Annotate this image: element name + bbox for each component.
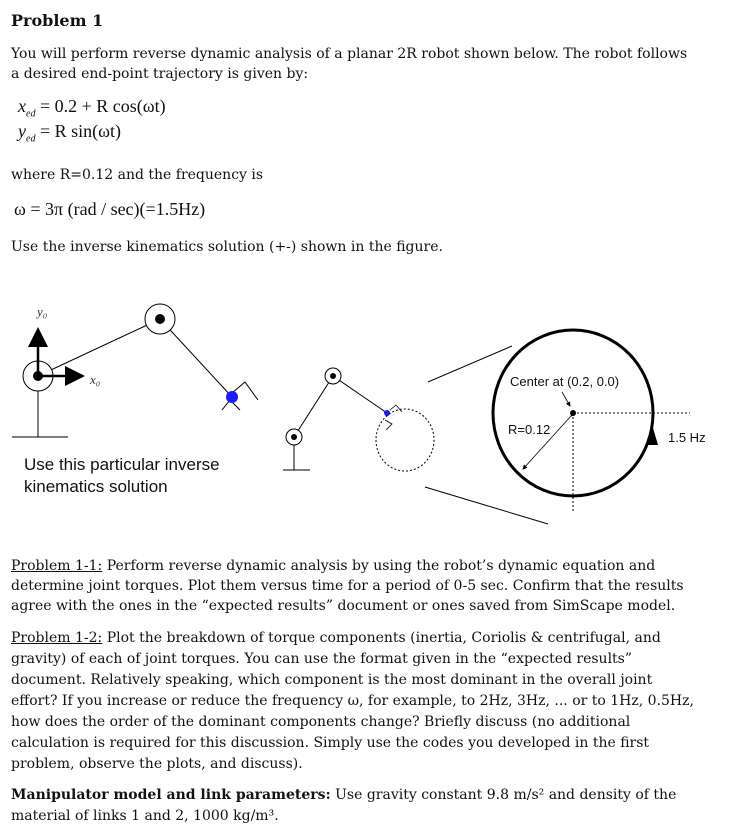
figure-caption-1: Use this particular inverse xyxy=(24,455,220,474)
figure-caption-2: kinematics solution xyxy=(24,477,168,496)
where-text: where R=0.12 and the frequency is xyxy=(11,167,264,183)
problem-1-1-line: determine joint torques. Plot them versus time for a period of 0-5 sec. Confirm that the results xyxy=(11,578,684,594)
problem-1-2-line: effort? If you increase or reduce the frequency ω, for example, to 2Hz, 3Hz, ... or to 1Hz, 0.5Hz, xyxy=(11,693,694,709)
center-label: Center at (0.2, 0.0) xyxy=(510,374,620,389)
y-equation: $y_{ed} = R$ sin(ωt) xyxy=(18,121,121,145)
problem-1-2-line: calculation is required for this discussion. Simply use the codes you developed in the first xyxy=(11,735,650,751)
x0-axis-label: x₀ xyxy=(90,372,101,387)
left-robot xyxy=(12,304,258,437)
omega-equation: ω = 3π (rad / sec)(=1.5Hz) xyxy=(14,199,206,219)
problem-1-2-line: gravity) of each of joint torques. You can use the format given in the “expected results” xyxy=(11,651,633,667)
intro-line-2: a desired end-point trajectory is given by: xyxy=(11,66,309,82)
trajectory-circle xyxy=(493,330,690,512)
problem-1-1-heading: Problem 1-1: xyxy=(11,558,103,574)
problem-1-2-line: problem, observe the plots, and discuss). xyxy=(11,756,303,772)
intro-line-1: You will perform reverse dynamic analysis of a planar 2R robot shown below. The robot follows xyxy=(11,46,688,62)
frequency-label: 1.5 Hz xyxy=(668,430,706,445)
problem-title: Problem 1 xyxy=(11,11,104,30)
parameters-heading: Manipulator model and link parameters: xyxy=(11,787,331,803)
problem-1-2-heading: Problem 1-2: xyxy=(11,630,103,646)
ik-instruction: Use the inverse kinematics solution (+-) shown in the figure. xyxy=(11,239,443,255)
y0-axis-label: y₀ xyxy=(37,304,48,319)
x-equation: $x_{ed} = 0.2 + R$ cos(ωt) xyxy=(18,96,166,120)
parameters-line: material of links 1 and 2, 1000 kg/m³. xyxy=(11,808,279,824)
problem-1-2-line: how does the order of the dominant components change? Briefly discuss (no additional xyxy=(11,714,631,730)
middle-robot xyxy=(283,368,434,471)
problem-1-1-line: agree with the ones in the “expected results” document or ones saved from SimScape model. xyxy=(11,598,676,614)
radius-label: R=0.12 xyxy=(508,422,551,437)
problem-1-2-line: document. Relatively speaking, which component is the most dominant in the overall joint xyxy=(11,672,653,688)
